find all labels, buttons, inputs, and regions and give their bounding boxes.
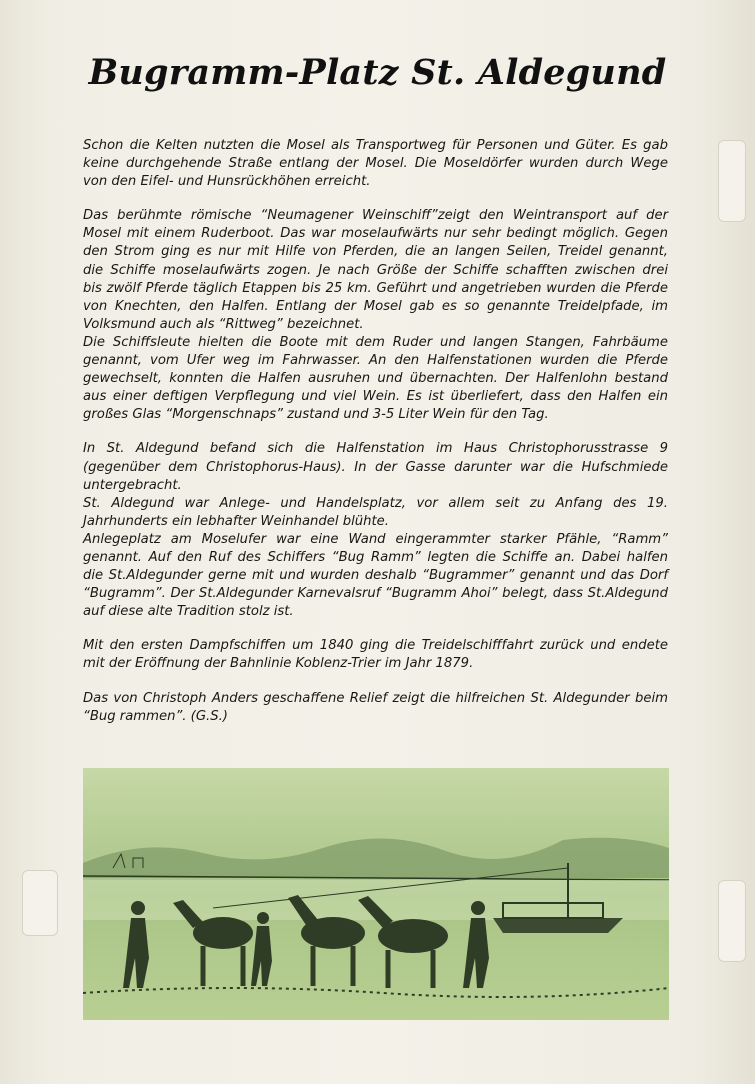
text-line: gewechselt, konnten die Halfen ausruhen und übernachten. Der Halfenlohn bestand — [83, 371, 668, 387]
page-title: Bugramm-Platz St. Aldegund — [88, 52, 667, 93]
text-line: St. Aldegund war Anlege- und Handelsplatz, vor allem seit zu Anfang des 19. — [83, 495, 668, 511]
body-text — [83, 137, 668, 726]
text-line: aus einer deftigen Verpflegung und viel Wein. Es ist überliefert, dass den Halfen ein — [83, 389, 668, 405]
text-line: Schon die Kelten nutzten die Mosel als Transportweg für Personen und Güter. Es gab — [83, 138, 668, 153]
paragraph-gap — [83, 674, 668, 690]
text-line: Anlegeplatz am Moselufer war eine Wand eingerammter starker Pfähle, “Ramm” — [83, 531, 668, 547]
paragraph — [83, 334, 668, 424]
text-line: “Bug rammen”. (G.S.) — [83, 708, 228, 724]
text-line: die St.Aldegunder gerne mit und wurden deshalb “Bugrammer” genannt und das Dorf — [83, 568, 668, 584]
paragraph-gap — [83, 424, 668, 440]
text-line: Die Schiffsleute hielten die Boote mit dem Ruder und langen Stangen, Fahrbäume — [83, 334, 668, 350]
text-line: großes Glas “Morgenschnaps” zustand und 3-5 Liter Wein für den Tag. — [83, 407, 549, 423]
text-line: die Schiffe moselaufwärts zogen. Je nach Größe der Schiffe schafften zwischen drei — [83, 262, 668, 278]
text-line: Das von Christoph Anders geschaffene Relief zeigt die hilfreichen St. Aldegunder beim — [83, 690, 668, 706]
text-line: Jahrhunderts ein lebhafter Weinhandel blühte. — [83, 513, 389, 529]
text-line: genannt, vom Ufer weg im Fahrwasser. An den Halfenstationen wurden die Pferde — [83, 353, 668, 369]
text-line: bis zwölf Pferde täglich Etappen bis 25 km. Geführt und angetrieben wurden die Pferde — [83, 280, 668, 296]
text-line: mit der Eröffnung der Bahnlinie Koblenz-Trier im Jahr 1879. — [83, 656, 474, 672]
text-line: den Strom ging es nur mit Hilfe von Pferden, die an langen Seilen, Treidel genannt, — [83, 244, 668, 260]
text-line: keine durchgehende Straße entlang der Mosel. Die Moseldörfer wurden durch Wege — [83, 156, 668, 172]
paragraph — [83, 495, 668, 531]
paragraph — [83, 137, 668, 191]
text-line: auf diese alte Tradition stolz ist. — [83, 604, 294, 620]
paragraph — [83, 440, 668, 494]
text-line: Mit den ersten Dampfschiffen um 1840 ging die Treidelschifffahrt zurück und endete — [83, 638, 668, 654]
paragraph — [83, 207, 668, 334]
text-line: (gegenüber dem Christophorus-Haus). In der Gasse darunter war die Hufschmiede — [83, 459, 668, 475]
text-line: von den Eifel- und Hunsrückhöhen erreicht. — [83, 174, 371, 190]
mounting-tab — [718, 880, 746, 962]
relief-illustration — [83, 768, 669, 1020]
mounting-tab — [22, 870, 58, 936]
paragraph — [83, 531, 668, 621]
paragraph-gap — [83, 621, 668, 637]
text-line: untergebracht. — [83, 477, 182, 493]
paragraph — [83, 690, 668, 726]
text-line: Mosel mit einem Ruderboot. Das war moselaufwärts nur sehr bedingt möglich. Gegen — [83, 226, 668, 242]
paragraph-gap — [83, 191, 668, 207]
text-line: von Knechten, den Halfen. Entlang der Mosel gab es so genannte Treidelpfade, im — [83, 298, 668, 314]
text-line: Volksmund auch als “Rittweg” bezeichnet. — [83, 316, 364, 332]
paragraph — [83, 637, 668, 673]
text-line: “Bugramm”. Der St.Aldegunder Karnevalsruf “Bugramm Ahoi” belegt, dass St.Aldegund — [83, 586, 668, 602]
text-line: In St. Aldegund befand sich die Halfenstation im Haus Christophorusstrasse 9 — [83, 441, 668, 457]
mounting-tab — [718, 140, 746, 222]
relief-image — [83, 768, 669, 1020]
text-line: Das berühmte römische “Neumagener Weinschiff”zeigt den Weintransport auf der — [83, 208, 668, 224]
text-line: genannt. Auf den Ruf des Schiffers “Bug Ramm” legten die Schiffe an. Dabei halfen — [83, 549, 668, 565]
